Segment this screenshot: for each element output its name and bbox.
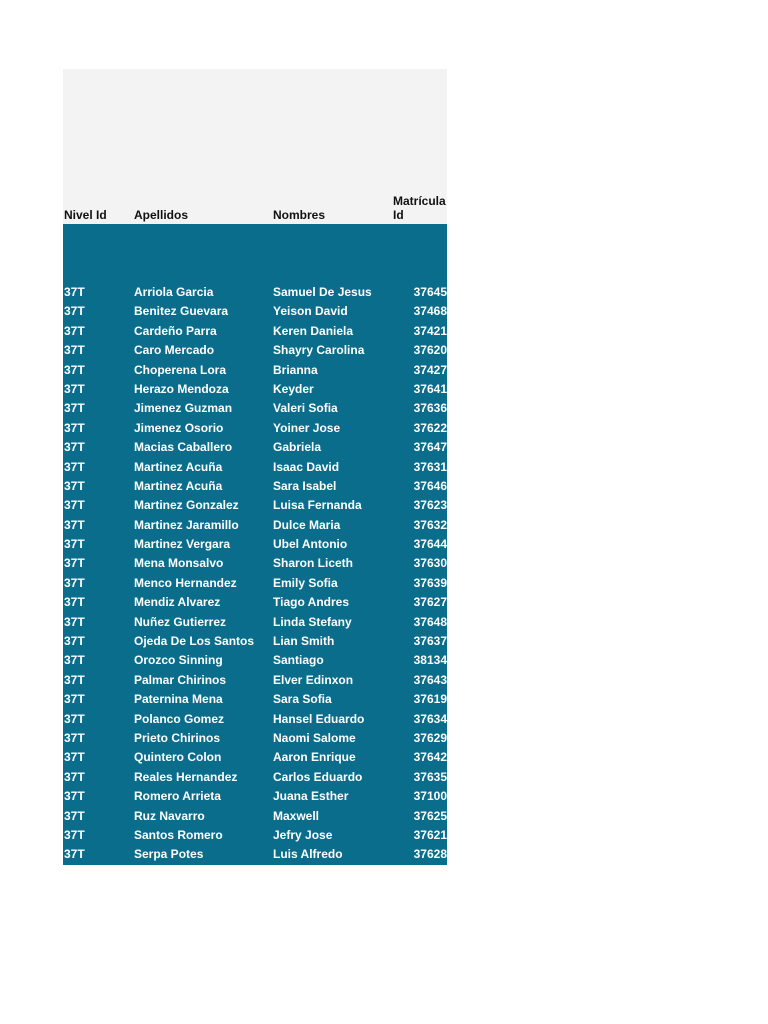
cell-apellidos: Mendiz Alvarez (134, 595, 221, 610)
cell-apellidos: Martinez Jaramillo (134, 517, 239, 532)
table-row (63, 283, 447, 302)
table-row (63, 807, 447, 826)
cell-apellidos: Santos Romero (134, 827, 223, 842)
table-row (63, 516, 447, 535)
cell-apellidos: Prieto Chirinos (134, 730, 221, 745)
cell-matricula-id: 37631 (413, 459, 447, 474)
cell-nivel-id: 37T (64, 420, 85, 435)
cell-nombres: Santiago (273, 653, 324, 668)
cell-nombres: Brianna (273, 362, 318, 377)
cell-matricula-id: 38134 (413, 653, 447, 668)
cell-nombres: Aaron Enrique (273, 750, 356, 765)
cell-apellidos: Ruz Navarro (134, 808, 205, 823)
table-row (63, 361, 447, 380)
cell-matricula-id: 37641 (413, 381, 447, 396)
cell-matricula-id: 37630 (413, 556, 447, 571)
table-row (63, 574, 447, 593)
cell-apellidos: Palmar Chirinos (134, 672, 227, 687)
cell-nombres: Luis Alfredo (273, 847, 343, 862)
cell-nivel-id: 37T (64, 440, 85, 455)
cell-apellidos: Ojeda De Los Santos (134, 634, 255, 649)
cell-matricula-id: 37635 (413, 769, 447, 784)
cell-nombres: Samuel De Jesus (273, 285, 372, 299)
cell-apellidos: Nuñez Gutierrez (134, 614, 227, 629)
cell-nombres: Linda Stefany (273, 614, 352, 629)
cell-nombres: Hansel Eduardo (273, 711, 365, 726)
cell-apellidos: Polanco Gomez (134, 711, 225, 726)
cell-nivel-id: 37T (64, 769, 85, 784)
cell-matricula-id: 37619 (413, 692, 447, 707)
cell-nivel-id: 37T (64, 614, 85, 629)
cell-nivel-id: 37T (64, 711, 85, 726)
table-row (63, 826, 447, 845)
cell-nombres: Juana Esther (273, 789, 349, 804)
cell-nombres: Tiago Andres (273, 595, 350, 610)
cell-matricula-id: 37625 (413, 808, 447, 823)
cell-apellidos: Caro Mercado (134, 343, 215, 358)
cell-apellidos: Menco Hernandez (134, 575, 237, 590)
table-row (63, 787, 447, 806)
cell-nombres: Maxwell (273, 808, 320, 823)
cell-nivel-id: 37T (64, 653, 85, 668)
cell-apellidos: Quintero Colon (134, 750, 222, 765)
cell-matricula-id: 37639 (413, 575, 447, 590)
cell-matricula-id: 37629 (413, 730, 447, 745)
table-row (63, 593, 447, 612)
cell-apellidos: Martinez Gonzalez (134, 498, 239, 513)
cell-nombres: Sharon Liceth (273, 556, 354, 571)
cell-matricula-id: 37637 (413, 634, 447, 649)
table-row (63, 341, 447, 360)
header-matricula-id: Matrícula Id (393, 194, 446, 222)
cell-nivel-id: 37T (64, 459, 85, 474)
cell-apellidos: Orozco Sinning (134, 653, 223, 668)
cell-matricula-id: 37642 (413, 750, 447, 765)
cell-apellidos: Arriola Garcia (134, 285, 214, 299)
cell-nombres: Shayry Carolina (273, 343, 365, 358)
cell-nivel-id: 37T (64, 750, 85, 765)
cell-nivel-id: 37T (64, 285, 85, 299)
cell-matricula-id: 37636 (413, 401, 447, 416)
cell-nivel-id: 37T (64, 595, 85, 610)
cell-matricula-id: 37634 (413, 711, 447, 726)
cell-nombres: Yeison David (273, 304, 348, 319)
cell-matricula-id: 37620 (413, 343, 447, 358)
header-apellidos: Apellidos (134, 208, 189, 222)
table-row (63, 651, 447, 670)
cell-nivel-id: 37T (64, 556, 85, 571)
table-row (63, 768, 447, 787)
cell-matricula-id: 37645 (413, 285, 447, 299)
cell-nombres: Naomi Salome (273, 730, 356, 745)
cell-apellidos: Cardeño Parra (134, 323, 217, 338)
cell-nivel-id: 37T (64, 827, 85, 842)
table-row (63, 438, 447, 457)
cell-matricula-id: 37646 (413, 478, 447, 493)
table-row (63, 535, 447, 554)
cell-nivel-id: 37T (64, 730, 85, 745)
cell-matricula-id: 37632 (413, 517, 447, 532)
cell-apellidos: Benitez Guevara (134, 304, 229, 319)
cell-nombres: Sara Isabel (273, 478, 337, 493)
cell-apellidos: Paternina Mena (134, 692, 223, 707)
header-nombres: Nombres (273, 208, 326, 222)
cell-matricula-id: 37627 (413, 595, 447, 610)
cell-matricula-id: 37648 (413, 614, 447, 629)
table-rows (63, 283, 447, 865)
cell-nivel-id: 37T (64, 401, 85, 416)
table-body (63, 224, 447, 865)
cell-nombres: Elver Edinxon (273, 672, 354, 687)
table-row (63, 671, 447, 690)
cell-nombres: Dulce Maria (273, 517, 341, 532)
cell-apellidos: Martinez Vergara (134, 537, 231, 552)
cell-nivel-id: 37T (64, 575, 85, 590)
cell-apellidos: Romero Arrieta (134, 789, 221, 804)
cell-nivel-id: 37T (64, 498, 85, 513)
cell-nombres: Ubel Antonio (273, 537, 348, 552)
cell-matricula-id: 37647 (413, 440, 447, 455)
table-row (63, 748, 447, 767)
cell-matricula-id: 37468 (413, 304, 447, 319)
cell-matricula-id: 37644 (413, 537, 447, 552)
cell-nivel-id: 37T (64, 847, 85, 862)
cell-apellidos: Martinez Acuña (134, 459, 223, 474)
cell-matricula-id: 37622 (413, 420, 447, 435)
cell-nombres: Jefry Jose (273, 827, 333, 842)
cell-nivel-id: 37T (64, 517, 85, 532)
cell-nivel-id: 37T (64, 381, 85, 396)
cell-nivel-id: 37T (64, 537, 85, 552)
table-row (63, 613, 447, 632)
cell-nombres: Carlos Eduardo (273, 769, 363, 784)
table-row (63, 554, 447, 573)
cell-nombres: Keren Daniela (273, 323, 354, 338)
table-row (63, 419, 447, 438)
cell-nombres: Lian Smith (273, 634, 335, 649)
cell-nivel-id: 37T (64, 304, 85, 319)
cell-nivel-id: 37T (64, 808, 85, 823)
cell-nombres: Yoiner Jose (273, 420, 341, 435)
cell-apellidos: Choperena Lora (134, 362, 227, 377)
cell-apellidos: Reales Hernandez (134, 769, 238, 784)
cell-nombres: Sara Sofia (273, 692, 332, 707)
table-row (63, 399, 447, 418)
cell-matricula-id: 37623 (413, 498, 447, 513)
header-nivel-id: Nivel Id (64, 208, 107, 222)
cell-nivel-id: 37T (64, 362, 85, 377)
table-row (63, 380, 447, 399)
cell-apellidos: Jimenez Osorio (134, 420, 224, 435)
cell-nivel-id: 37T (64, 672, 85, 687)
cell-apellidos: Serpa Potes (134, 847, 204, 862)
cell-nombres: Luisa Fernanda (273, 498, 362, 513)
cell-nombres: Valeri Sofia (273, 401, 338, 416)
cell-nombres: Gabriela (273, 440, 322, 455)
cell-nivel-id: 37T (64, 634, 85, 649)
table-row (63, 302, 447, 321)
cell-nombres: Isaac David (273, 459, 340, 474)
student-table (63, 69, 447, 865)
table-row (63, 690, 447, 709)
cell-nivel-id: 37T (64, 692, 85, 707)
cell-nombres: Keyder (273, 381, 314, 396)
table-row (63, 322, 447, 341)
cell-matricula-id: 37421 (413, 323, 447, 338)
cell-matricula-id: 37621 (413, 827, 447, 842)
cell-matricula-id: 37628 (413, 847, 447, 862)
cell-apellidos: Mena Monsalvo (134, 556, 224, 571)
table-row (63, 632, 447, 651)
cell-apellidos: Martinez Acuña (134, 478, 223, 493)
table-row (63, 477, 447, 496)
cell-matricula-id: 37643 (413, 672, 447, 687)
cell-nivel-id: 37T (64, 343, 85, 358)
cell-apellidos: Herazo Mendoza (134, 381, 229, 396)
cell-nivel-id: 37T (64, 323, 85, 338)
cell-nombres: Emily Sofia (273, 575, 338, 590)
cell-nivel-id: 37T (64, 789, 85, 804)
cell-matricula-id: 37427 (413, 362, 447, 377)
cell-matricula-id: 37100 (413, 789, 447, 804)
table-row (63, 710, 447, 729)
table-row (63, 845, 447, 864)
table-row (63, 729, 447, 748)
cell-nivel-id: 37T (64, 478, 85, 493)
table-row (63, 458, 447, 477)
table-header (63, 69, 447, 224)
cell-apellidos: Jimenez Guzman (134, 401, 233, 416)
cell-apellidos: Macias Caballero (134, 440, 233, 455)
table-row (63, 496, 447, 515)
